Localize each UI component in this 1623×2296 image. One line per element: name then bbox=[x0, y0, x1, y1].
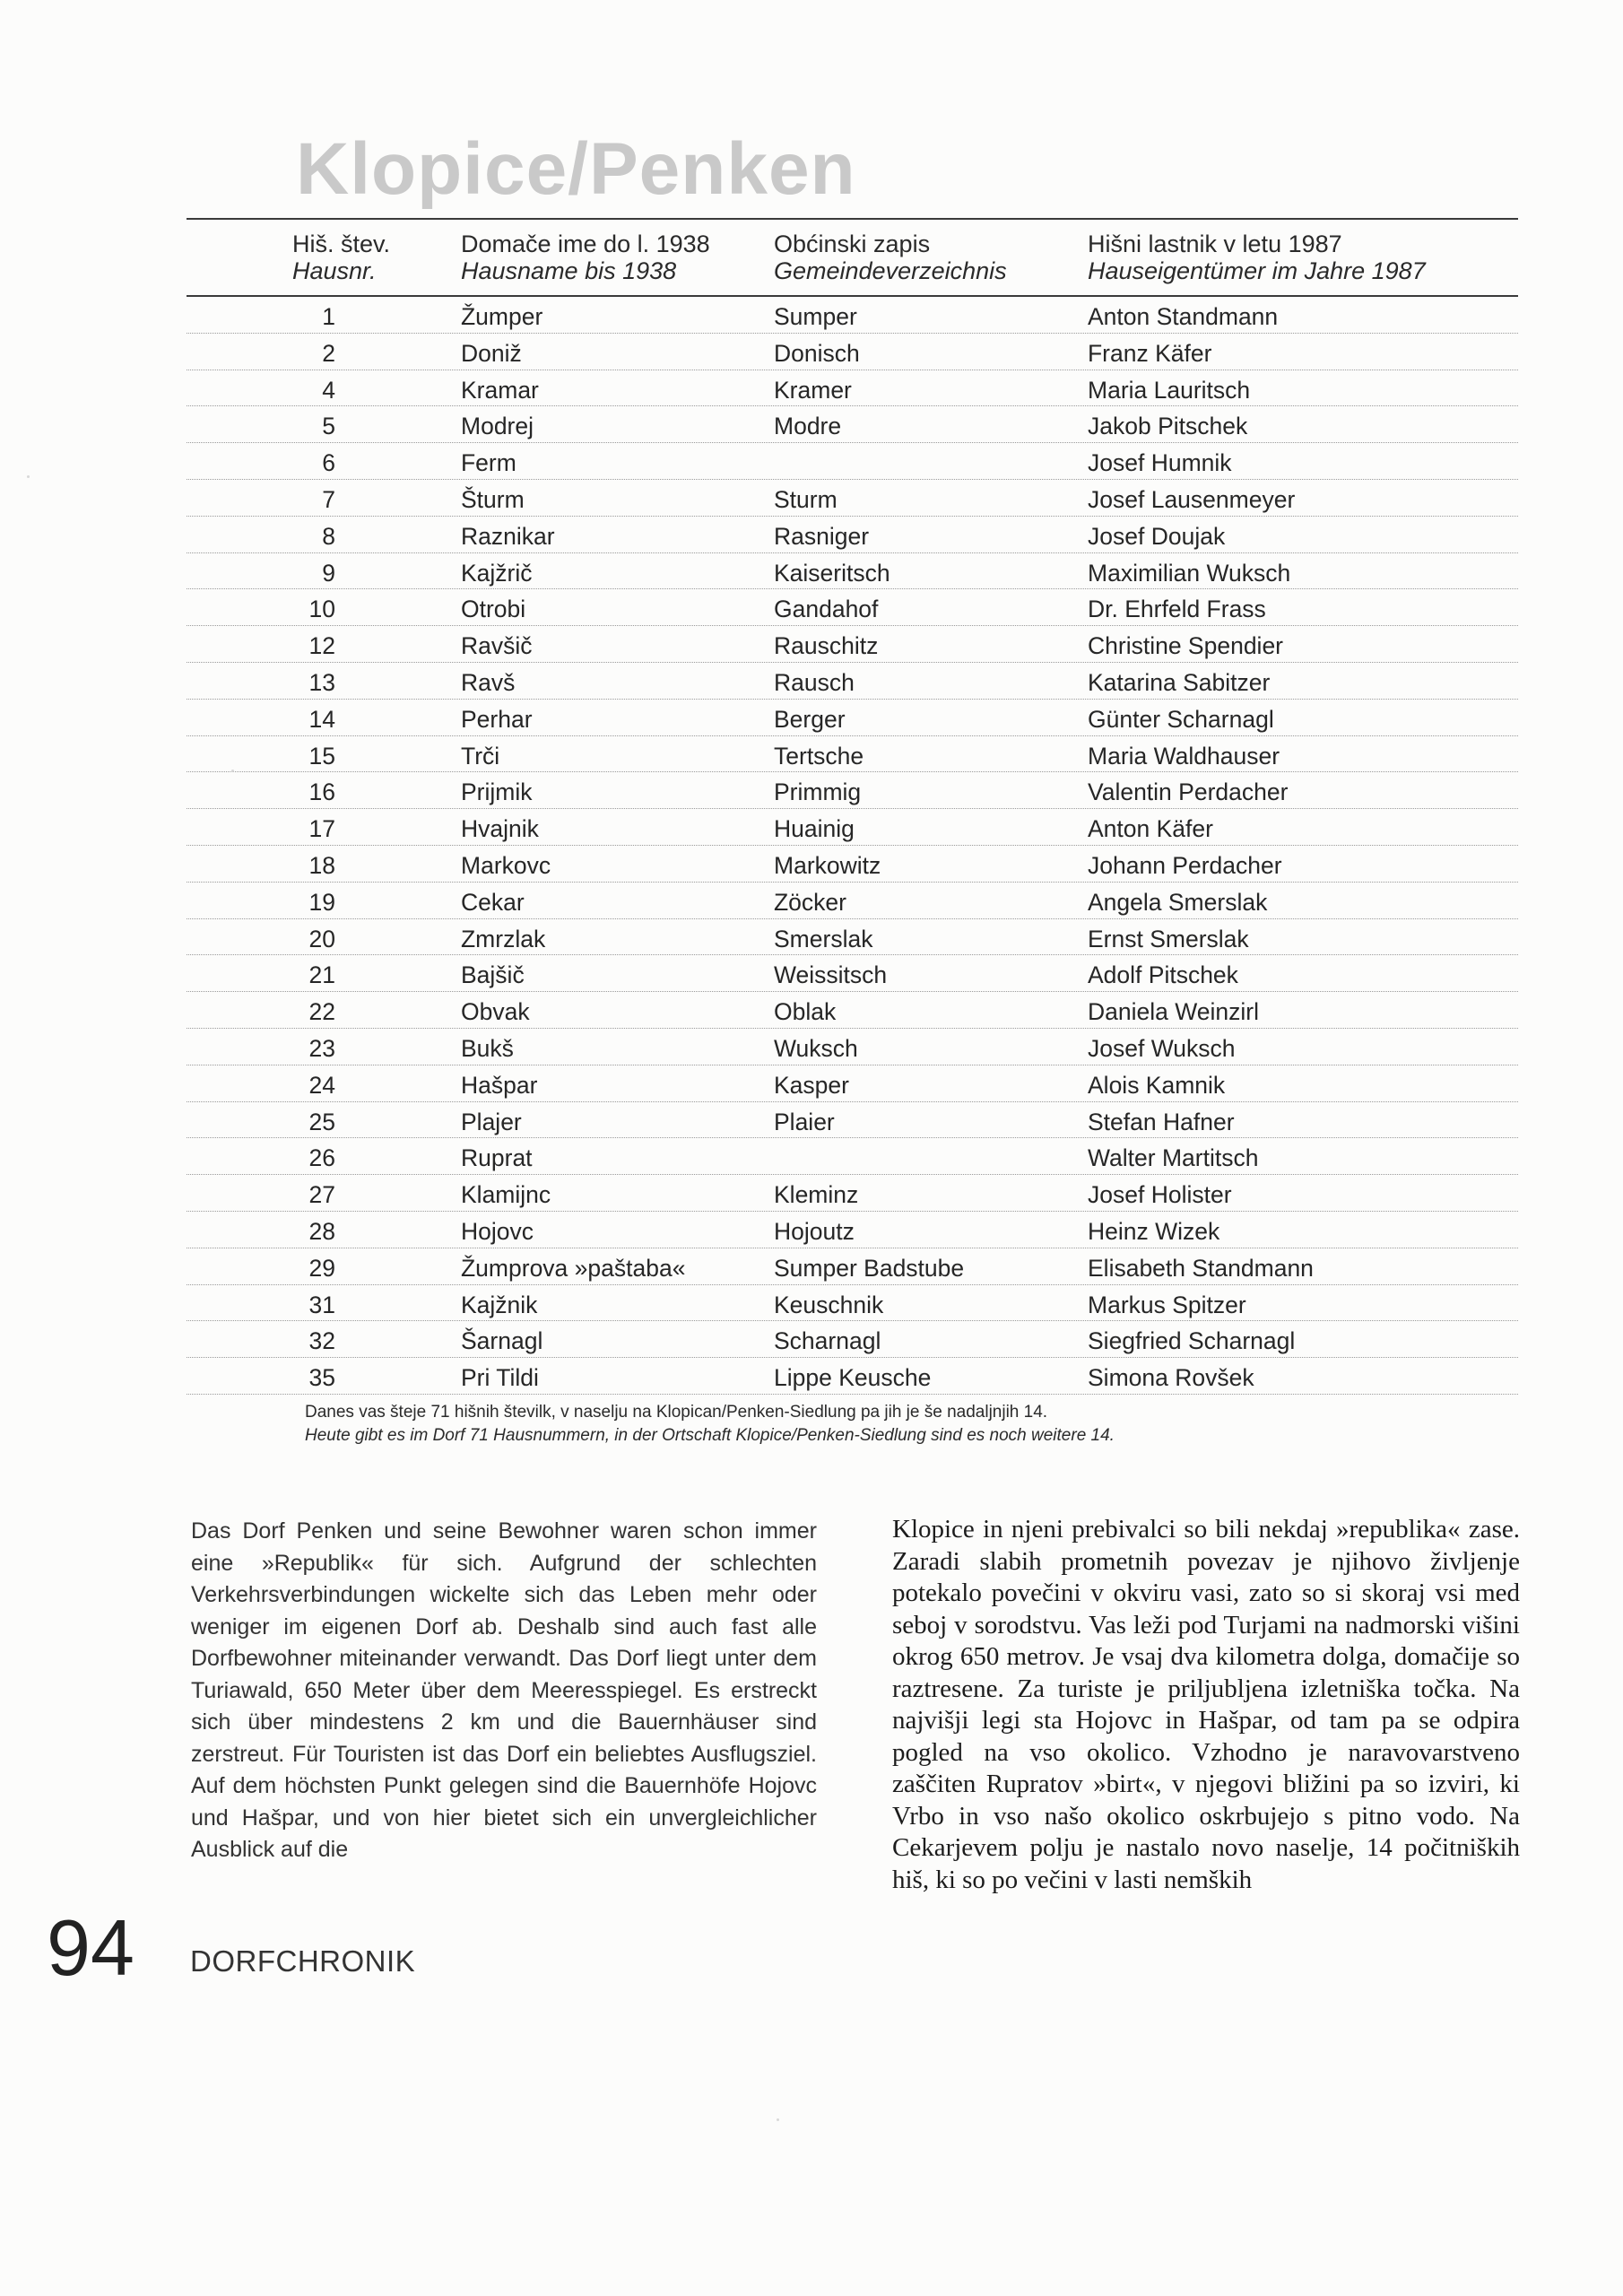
table-row bbox=[187, 700, 1518, 736]
text-column-slovene bbox=[892, 1514, 1520, 1896]
scan-speck bbox=[231, 770, 234, 772]
table-row bbox=[187, 1175, 1518, 1212]
house-owner: Valentin Perdacher bbox=[1088, 778, 1289, 806]
house-owner: Angela Smerslak bbox=[1088, 888, 1268, 916]
table-row bbox=[187, 663, 1518, 700]
header-owner-de: Hauseigentümer im Jahre 1987 bbox=[1088, 257, 1426, 284]
register-name: Gandahof bbox=[774, 596, 879, 623]
header-register bbox=[774, 230, 1007, 284]
header-owner-sl: Hišni lastnik v letu 1987 bbox=[1088, 230, 1342, 257]
table-row bbox=[187, 992, 1518, 1029]
house-number: 27 bbox=[308, 1181, 335, 1209]
house-name: Ravš bbox=[461, 668, 516, 696]
house-name: Prijmik bbox=[461, 778, 533, 806]
scan-speck bbox=[27, 475, 30, 478]
house-number: 22 bbox=[308, 998, 335, 1026]
table-row bbox=[187, 334, 1518, 370]
header-owner bbox=[1088, 230, 1426, 284]
house-number: 24 bbox=[308, 1071, 335, 1099]
text-slovene: Klopice in njeni prebivalci so bili nekdaj »republika« zase. Zaradi slabih prometnih povezav je njihovo življenje potekalo povečini v okviru vasi, zato so si skoraj vsi med seboj v sorodstvu. Vas leži pod Turjami na nadmorski višini okrog 650 metrov. Je vsaj dva kilometra dolga, domačije so raztresene. Za turiste je priljubljena izletniška točka. Na najvišji legi sta Hojovc in Hašpar, od tam pa se odpira pogled na vso okolico. Vzhodno je naravovarstveno zaščiten Rupratov »birt«, v njegovi bližini pa so izviri, ki Vrbo in vso našo okolico oskrbujejo s pitno vodo. Na Cekarjevem polju je nastalo novo naselje, 14 počitniških hiš, ki so po večini v lasti nemških bbox=[892, 1515, 1520, 1894]
house-name: Ferm bbox=[461, 449, 516, 477]
table-row bbox=[187, 809, 1518, 846]
register-name: Oblak bbox=[774, 998, 837, 1026]
house-name: Šarnagl bbox=[461, 1327, 543, 1355]
house-owner: Alois Kamnik bbox=[1088, 1071, 1226, 1099]
register-name: Keuschnik bbox=[774, 1291, 884, 1318]
table-row bbox=[187, 919, 1518, 956]
house-owner: Markus Spitzer bbox=[1088, 1291, 1246, 1318]
house-number: 7 bbox=[322, 485, 335, 513]
house-name: Modrej bbox=[461, 413, 534, 440]
house-owner: Simona Rovšek bbox=[1088, 1364, 1254, 1392]
register-name: Kasper bbox=[774, 1071, 849, 1099]
header-register-sl: Obćinski zapis bbox=[774, 230, 931, 257]
house-number: 35 bbox=[308, 1364, 335, 1392]
table-note bbox=[305, 1401, 1115, 1448]
register-name: Sumper bbox=[774, 303, 857, 330]
house-name: Cekar bbox=[461, 888, 525, 916]
table-header bbox=[187, 220, 1518, 297]
table-row bbox=[187, 883, 1518, 919]
house-number: 2 bbox=[322, 339, 335, 367]
house-name: Kajžrič bbox=[461, 559, 533, 587]
house-number: 31 bbox=[308, 1291, 335, 1318]
register-name: Rausch bbox=[774, 668, 855, 696]
register-name: Smerslak bbox=[774, 925, 873, 952]
house-owner: Anton Käfer bbox=[1088, 815, 1213, 843]
register-name: Kramer bbox=[774, 376, 852, 404]
table-row bbox=[187, 772, 1518, 809]
house-owner: Günter Scharnagl bbox=[1088, 705, 1274, 733]
header-housename-de: Hausname bis 1938 bbox=[461, 257, 677, 284]
house-name: Ruprat bbox=[461, 1144, 533, 1172]
house-name: Doniž bbox=[461, 339, 522, 367]
table-row bbox=[187, 846, 1518, 883]
table-row bbox=[187, 480, 1518, 517]
house-owner: Adolf Pitschek bbox=[1088, 961, 1238, 989]
house-owner: Josef Lausenmeyer bbox=[1088, 485, 1296, 513]
house-name: Perhar bbox=[461, 705, 533, 733]
house-owner: Walter Martitsch bbox=[1088, 1144, 1259, 1172]
table-row bbox=[187, 1358, 1518, 1395]
text-german: Das Dorf Penken und seine Bewohner waren schon immer eine »Republik« für sich. Aufgrund der schlechten Verkehrsverbindungen wickelte sich das Leben mehr oder weniger im eigenen Dorf ab. Deshalb sind auch fast alle Dorfbewohner miteinander verwandt. Das Dorf liegt unter dem Turiawald, 650 Meter über dem Meeresspiegel. Es erstreckt sich über mindestens 2 km und die Bauernhäuser sind zerstreut. Für Touristen ist das Dorf ein beliebtes Ausflugsziel. Auf dem höchsten Punkt gelegen sind die Bauernhöfe Hojovc und Hašpar, und von hier bietet sich ein unvergleichlicher Ausblick auf die bbox=[191, 1518, 817, 1862]
house-name: Žumprova »paštaba« bbox=[461, 1254, 686, 1282]
house-number: 21 bbox=[308, 961, 335, 989]
table-row bbox=[187, 1138, 1518, 1175]
register-name: Rasniger bbox=[774, 522, 870, 550]
house-owner: Anton Standmann bbox=[1088, 303, 1279, 330]
house-owner: Katarina Sabitzer bbox=[1088, 668, 1271, 696]
text-column-german bbox=[191, 1516, 817, 1866]
table-note-sl: Danes vas šteje 71 hišnih številk, v naselju na Klopican/Penken-Siedlung pa jih je še nadaljnjih 14. bbox=[305, 1403, 1048, 1422]
register-name: Primmig bbox=[774, 778, 862, 806]
house-number: 17 bbox=[308, 815, 335, 843]
house-name: Otrobi bbox=[461, 596, 526, 623]
table-row bbox=[187, 1102, 1518, 1139]
house-owner: Josef Wuksch bbox=[1088, 1034, 1236, 1062]
header-housename-sl: Domače ime do l. 1938 bbox=[461, 230, 710, 257]
table-row bbox=[187, 1212, 1518, 1248]
house-name: Hojovc bbox=[461, 1217, 534, 1245]
table-row bbox=[187, 553, 1518, 590]
house-name: Ravšič bbox=[461, 632, 533, 660]
header-register-de: Gemeindeverzeichnis bbox=[774, 257, 1007, 284]
house-number: 28 bbox=[308, 1217, 335, 1245]
house-number: 8 bbox=[322, 522, 335, 550]
house-name: Kajžnik bbox=[461, 1291, 538, 1318]
house-name: Plajer bbox=[461, 1108, 522, 1135]
house-name: Zmrzlak bbox=[461, 925, 546, 952]
register-name: Markowitz bbox=[774, 851, 881, 879]
house-number: 12 bbox=[308, 632, 335, 660]
header-housenr bbox=[292, 230, 390, 284]
table-note-de: Heute gibt es im Dorf 71 Hausnummern, in der Ortschaft Klopice/Penken-Siedlung sind es noch weitere 14. bbox=[305, 1426, 1115, 1445]
table-body bbox=[187, 297, 1518, 1395]
register-name: Scharnagl bbox=[774, 1327, 881, 1355]
table-row bbox=[187, 517, 1518, 553]
house-owner: Christine Spendier bbox=[1088, 632, 1284, 660]
register-name: Hojoutz bbox=[774, 1217, 855, 1245]
house-name: Hašpar bbox=[461, 1071, 538, 1099]
section-name: DORFCHRONIK bbox=[190, 1944, 416, 1978]
house-number: 15 bbox=[308, 742, 335, 770]
house-owner: Maximilian Wuksch bbox=[1088, 559, 1291, 587]
house-name: Obvak bbox=[461, 998, 530, 1026]
register-name: Rauschitz bbox=[774, 632, 879, 660]
register-name: Sumper Badstube bbox=[774, 1254, 965, 1282]
house-name: Bajšič bbox=[461, 961, 525, 989]
house-number: 18 bbox=[308, 851, 335, 879]
house-name: Trči bbox=[461, 742, 500, 770]
house-owner: Franz Käfer bbox=[1088, 339, 1212, 367]
page-title: Klopice/Penken bbox=[296, 128, 856, 210]
register-name: Huainig bbox=[774, 815, 855, 843]
house-number: 1 bbox=[322, 303, 335, 330]
house-number: 25 bbox=[308, 1108, 335, 1135]
house-name: Klamijnc bbox=[461, 1181, 551, 1209]
house-name: Šturm bbox=[461, 485, 525, 513]
table-row bbox=[187, 626, 1518, 663]
register-name: Plaier bbox=[774, 1108, 835, 1135]
house-number: 5 bbox=[322, 413, 335, 440]
house-number: 20 bbox=[308, 925, 335, 952]
house-number: 23 bbox=[308, 1034, 335, 1062]
register-name: Sturm bbox=[774, 485, 838, 513]
scan-speck bbox=[777, 2118, 779, 2121]
register-name: Modre bbox=[774, 413, 842, 440]
house-owner: Stefan Hafner bbox=[1088, 1108, 1235, 1135]
house-owner: Josef Humnik bbox=[1088, 449, 1232, 477]
house-name: Žumper bbox=[461, 303, 543, 330]
house-owner: Jakob Pitschek bbox=[1088, 413, 1248, 440]
house-owner: Heinz Wizek bbox=[1088, 1217, 1220, 1245]
house-number: 29 bbox=[308, 1254, 335, 1282]
table-row bbox=[187, 297, 1518, 334]
house-number: 13 bbox=[308, 668, 335, 696]
house-number: 10 bbox=[308, 596, 335, 623]
register-name: Wuksch bbox=[774, 1034, 858, 1062]
house-owner: Josef Holister bbox=[1088, 1181, 1232, 1209]
register-name: Donisch bbox=[774, 339, 860, 367]
house-owner: Johann Perdacher bbox=[1088, 851, 1282, 879]
house-owner: Josef Doujak bbox=[1088, 522, 1226, 550]
house-owner: Maria Lauritsch bbox=[1088, 376, 1251, 404]
table-row bbox=[187, 406, 1518, 443]
register-name: Kleminz bbox=[774, 1181, 859, 1209]
house-number: 32 bbox=[308, 1327, 335, 1355]
page-number: 94 bbox=[47, 1903, 135, 1992]
house-owner: Elisabeth Standmann bbox=[1088, 1254, 1314, 1282]
house-name: Hvajnik bbox=[461, 815, 539, 843]
house-name: Kramar bbox=[461, 376, 539, 404]
house-name: Raznikar bbox=[461, 522, 555, 550]
table-row bbox=[187, 1065, 1518, 1102]
table-row bbox=[187, 1029, 1518, 1065]
register-name: Tertsche bbox=[774, 742, 864, 770]
header-housenr-de: Hausnr. bbox=[292, 257, 377, 284]
house-owner: Daniela Weinzirl bbox=[1088, 998, 1259, 1026]
house-owner: Ernst Smerslak bbox=[1088, 925, 1249, 952]
house-number: 19 bbox=[308, 888, 335, 916]
house-number: 16 bbox=[308, 778, 335, 806]
table-row bbox=[187, 1248, 1518, 1285]
house-owner: Siegfried Scharnagl bbox=[1088, 1327, 1296, 1355]
house-owner: Maria Waldhauser bbox=[1088, 742, 1280, 770]
house-name: Markovc bbox=[461, 851, 551, 879]
table-row bbox=[187, 1285, 1518, 1322]
table-row bbox=[187, 589, 1518, 626]
table-row bbox=[187, 955, 1518, 992]
header-housenr-sl: Hiš. štev. bbox=[292, 230, 391, 257]
house-number: 4 bbox=[322, 376, 335, 404]
house-number: 14 bbox=[308, 705, 335, 733]
register-name: Zöcker bbox=[774, 888, 846, 916]
house-number: 6 bbox=[322, 449, 335, 477]
register-name: Lippe Keusche bbox=[774, 1364, 932, 1392]
house-name: Bukš bbox=[461, 1034, 514, 1062]
house-table bbox=[187, 218, 1518, 1395]
table-row bbox=[187, 443, 1518, 480]
header-housename bbox=[461, 230, 710, 284]
house-owner: Dr. Ehrfeld Frass bbox=[1088, 596, 1266, 623]
register-name: Weissitsch bbox=[774, 961, 888, 989]
register-name: Kaiseritsch bbox=[774, 559, 890, 587]
table-row bbox=[187, 1321, 1518, 1358]
house-name: Pri Tildi bbox=[461, 1364, 539, 1392]
house-number: 26 bbox=[308, 1144, 335, 1172]
register-name: Berger bbox=[774, 705, 846, 733]
table-row bbox=[187, 736, 1518, 773]
table-row bbox=[187, 370, 1518, 407]
house-number: 9 bbox=[322, 559, 335, 587]
